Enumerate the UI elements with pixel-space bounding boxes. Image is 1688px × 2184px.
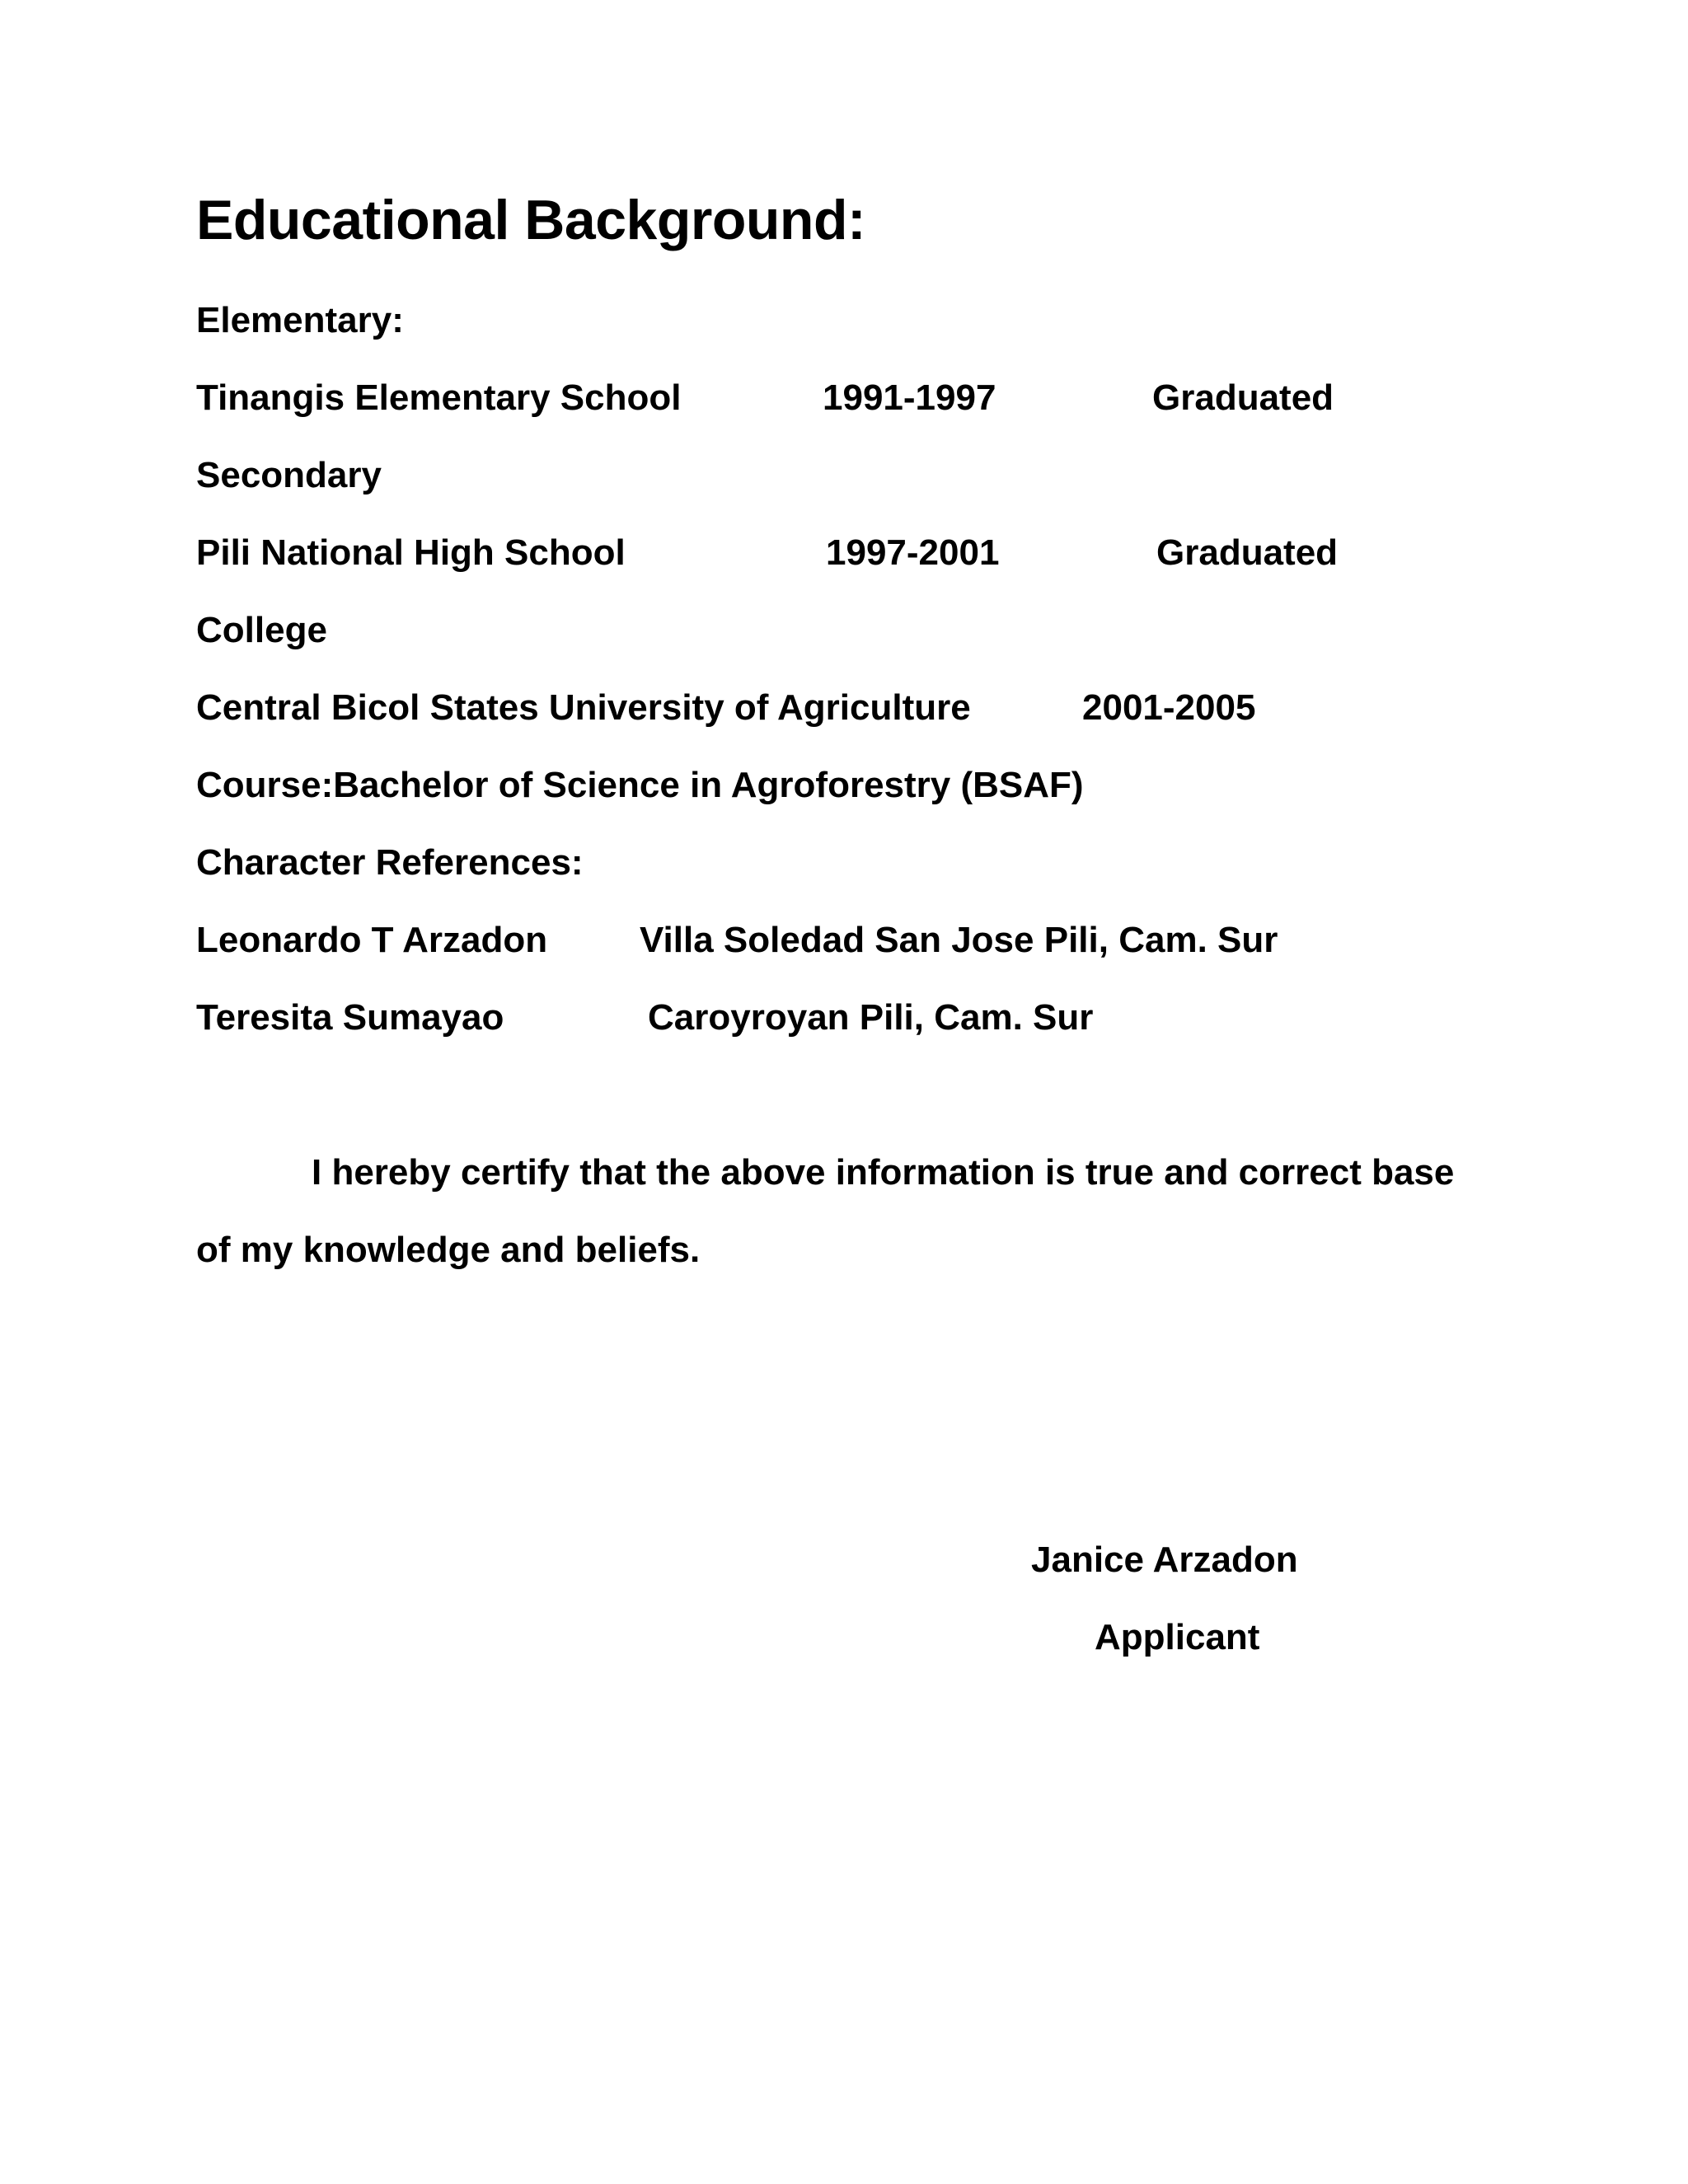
certification-line-2: of my knowledge and beliefs.: [196, 1230, 701, 1270]
section-heading: Educational Background:: [196, 189, 866, 251]
reference-name: Teresita Sumayao: [196, 997, 504, 1038]
college-years: 2001-2005: [1082, 687, 1256, 728]
elementary-years: 1991-1997: [823, 377, 996, 418]
college-school: Central Bicol States University of Agriculture: [196, 687, 971, 728]
reference-name: Leonardo T Arzadon: [196, 920, 548, 960]
signature-title: Applicant: [1095, 1617, 1260, 1657]
elementary-school: Tinangis Elementary School: [196, 377, 682, 418]
college-course: Course:Bachelor of Science in Agroforestry (BSAF): [196, 765, 1084, 805]
college-label: College: [196, 610, 327, 650]
elementary-status: Graduated: [1152, 377, 1334, 418]
secondary-status: Graduated: [1156, 532, 1339, 573]
secondary-school: Pili National High School: [196, 532, 626, 573]
references-label: Character References:: [196, 842, 584, 883]
certification-line-1: I hereby certify that the above information is true and correct base: [312, 1152, 1455, 1193]
signature-name: Janice Arzadon: [1031, 1540, 1298, 1580]
reference-address: Caroyroyan Pili, Cam. Sur: [648, 997, 1094, 1038]
elementary-label: Elementary:: [196, 300, 404, 340]
secondary-label: Secondary: [196, 455, 382, 495]
secondary-years: 1997-2001: [826, 532, 1000, 573]
reference-address: Villa Soledad San Jose Pili, Cam. Sur: [640, 920, 1278, 960]
